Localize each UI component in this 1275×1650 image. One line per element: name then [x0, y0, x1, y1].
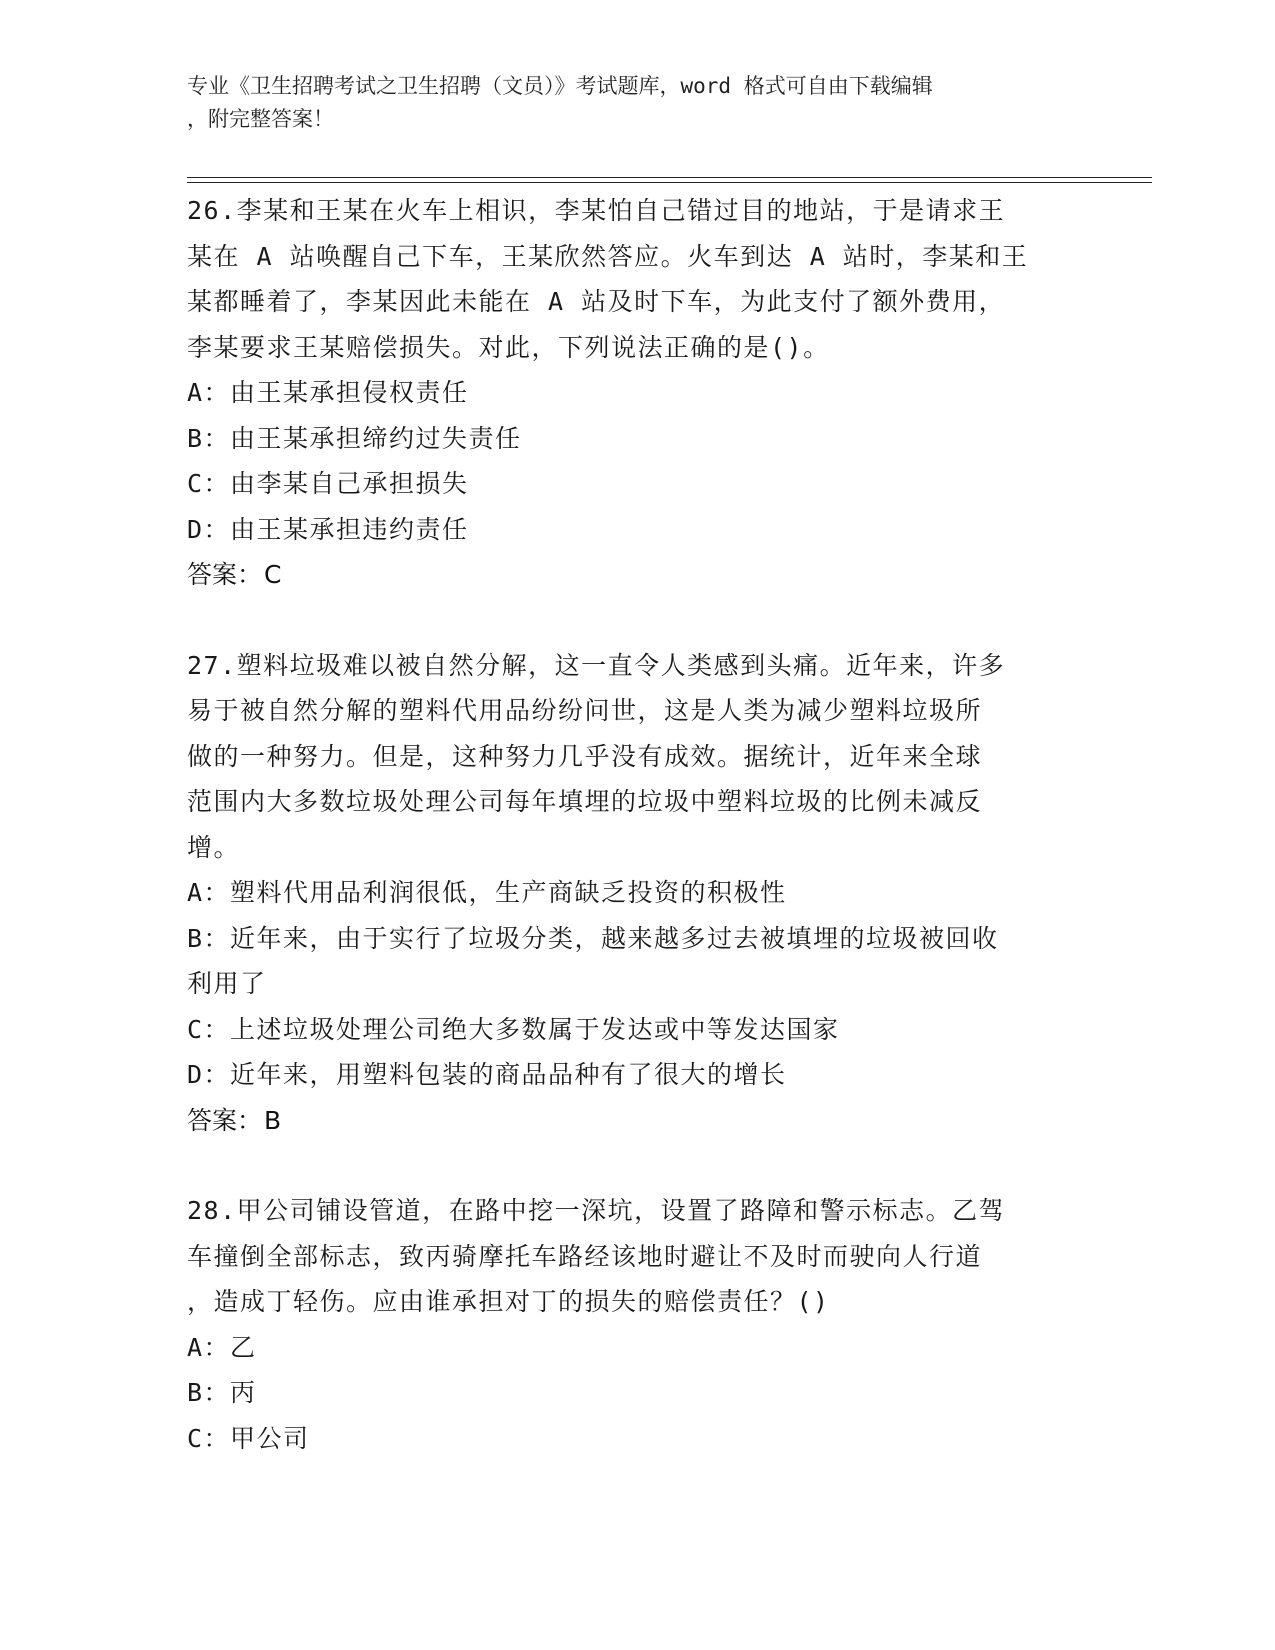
question-stem-line: 27.塑料垃圾难以被自然分解，这一直令人类感到头痛。近年来，许多	[187, 650, 1006, 680]
answer-option: A：乙	[187, 1332, 257, 1362]
answer-option: C：甲公司	[187, 1423, 310, 1453]
question-stem-line: 某在 A 站唤醒自己下车，王某欣然答应。火车到达 A 站时，李某和王	[187, 241, 1029, 271]
question-block	[187, 188, 1077, 598]
question-block	[187, 1188, 1077, 1461]
header-divider-thin	[187, 182, 1152, 183]
question-list	[187, 188, 1077, 1461]
question-stem-line: 易于被自然分解的塑料代用品纷纷问世，这是人类为减少塑料垃圾所	[187, 696, 983, 725]
question-stem-line: 28.甲公司铺设管道，在路中挖一深坑，设置了路障和警示标志。乙驾	[187, 1196, 1006, 1225]
question-spacer	[187, 1143, 1077, 1188]
answer-option: C：上述垃圾处理公司绝大多数属于发达或中等发达国家	[187, 1014, 840, 1044]
answer-option: A：塑料代用品利润很低，生产商缺乏投资的积极性	[187, 878, 787, 907]
answer-option: B：由王某承担缔约过失责任	[187, 423, 522, 453]
question-stem-line: 车撞倒全部标志，致丙骑摩托车路经该地时避让不及时而驶向人行道	[187, 1241, 983, 1271]
header-line-1: 专业《卫生招聘考试之卫生招聘（文员）》考试题库，word 格式可自由下载编辑	[187, 74, 933, 98]
question-block	[187, 643, 1077, 1144]
question-stem-line: 做的一种努力。但是，这种努力几乎没有成效。据统计，近年来全球	[187, 741, 983, 771]
answer-label: 答案：	[187, 560, 263, 589]
question-stem-line: 26.李某和王某在火车上相识，李某怕自己错过目的地站，于是请求王	[187, 196, 1006, 225]
answer-option: 利用了	[187, 969, 267, 998]
header-divider-thick	[187, 177, 1152, 178]
header-line-2: ，附完整答案！	[187, 107, 334, 131]
question-stem-line: 某都睡着了，李某因此未能在 A 站及时下车，为此支付了额外费用，	[187, 287, 1006, 316]
answer-option: B：丙	[187, 1378, 257, 1407]
document-header	[187, 70, 1087, 136]
question-stem-line: ，造成丁轻伤。应由谁承担对丁的损失的赔偿责任？()	[187, 1287, 830, 1316]
answer-line	[187, 1098, 1077, 1144]
question-stem-line: 增。	[187, 832, 241, 862]
question-spacer	[187, 598, 1077, 643]
answer-option: C：由李某自己承担损失	[187, 469, 469, 498]
answer-value: B	[264, 1105, 282, 1135]
answer-value: C	[264, 560, 282, 589]
answer-option: A：由王某承担侵权责任	[187, 378, 469, 407]
answer-option: B：近年来，由于实行了垃圾分类，越来越多过去被填埋的垃圾被回收	[187, 923, 999, 953]
answer-option: D：由王某承担违约责任	[187, 514, 469, 544]
question-stem-line: 范围内大多数垃圾处理公司每年填埋的垃圾中塑料垃圾的比例未减反	[187, 787, 983, 816]
answer-label: 答案：	[187, 1105, 263, 1135]
answer-option: D：近年来，用塑料包装的商品品种有了很大的增长	[187, 1060, 787, 1089]
question-stem-line: 李某要求王某赔偿损失。对此，下列说法正确的是()。	[187, 332, 830, 362]
answer-line	[187, 552, 1077, 598]
